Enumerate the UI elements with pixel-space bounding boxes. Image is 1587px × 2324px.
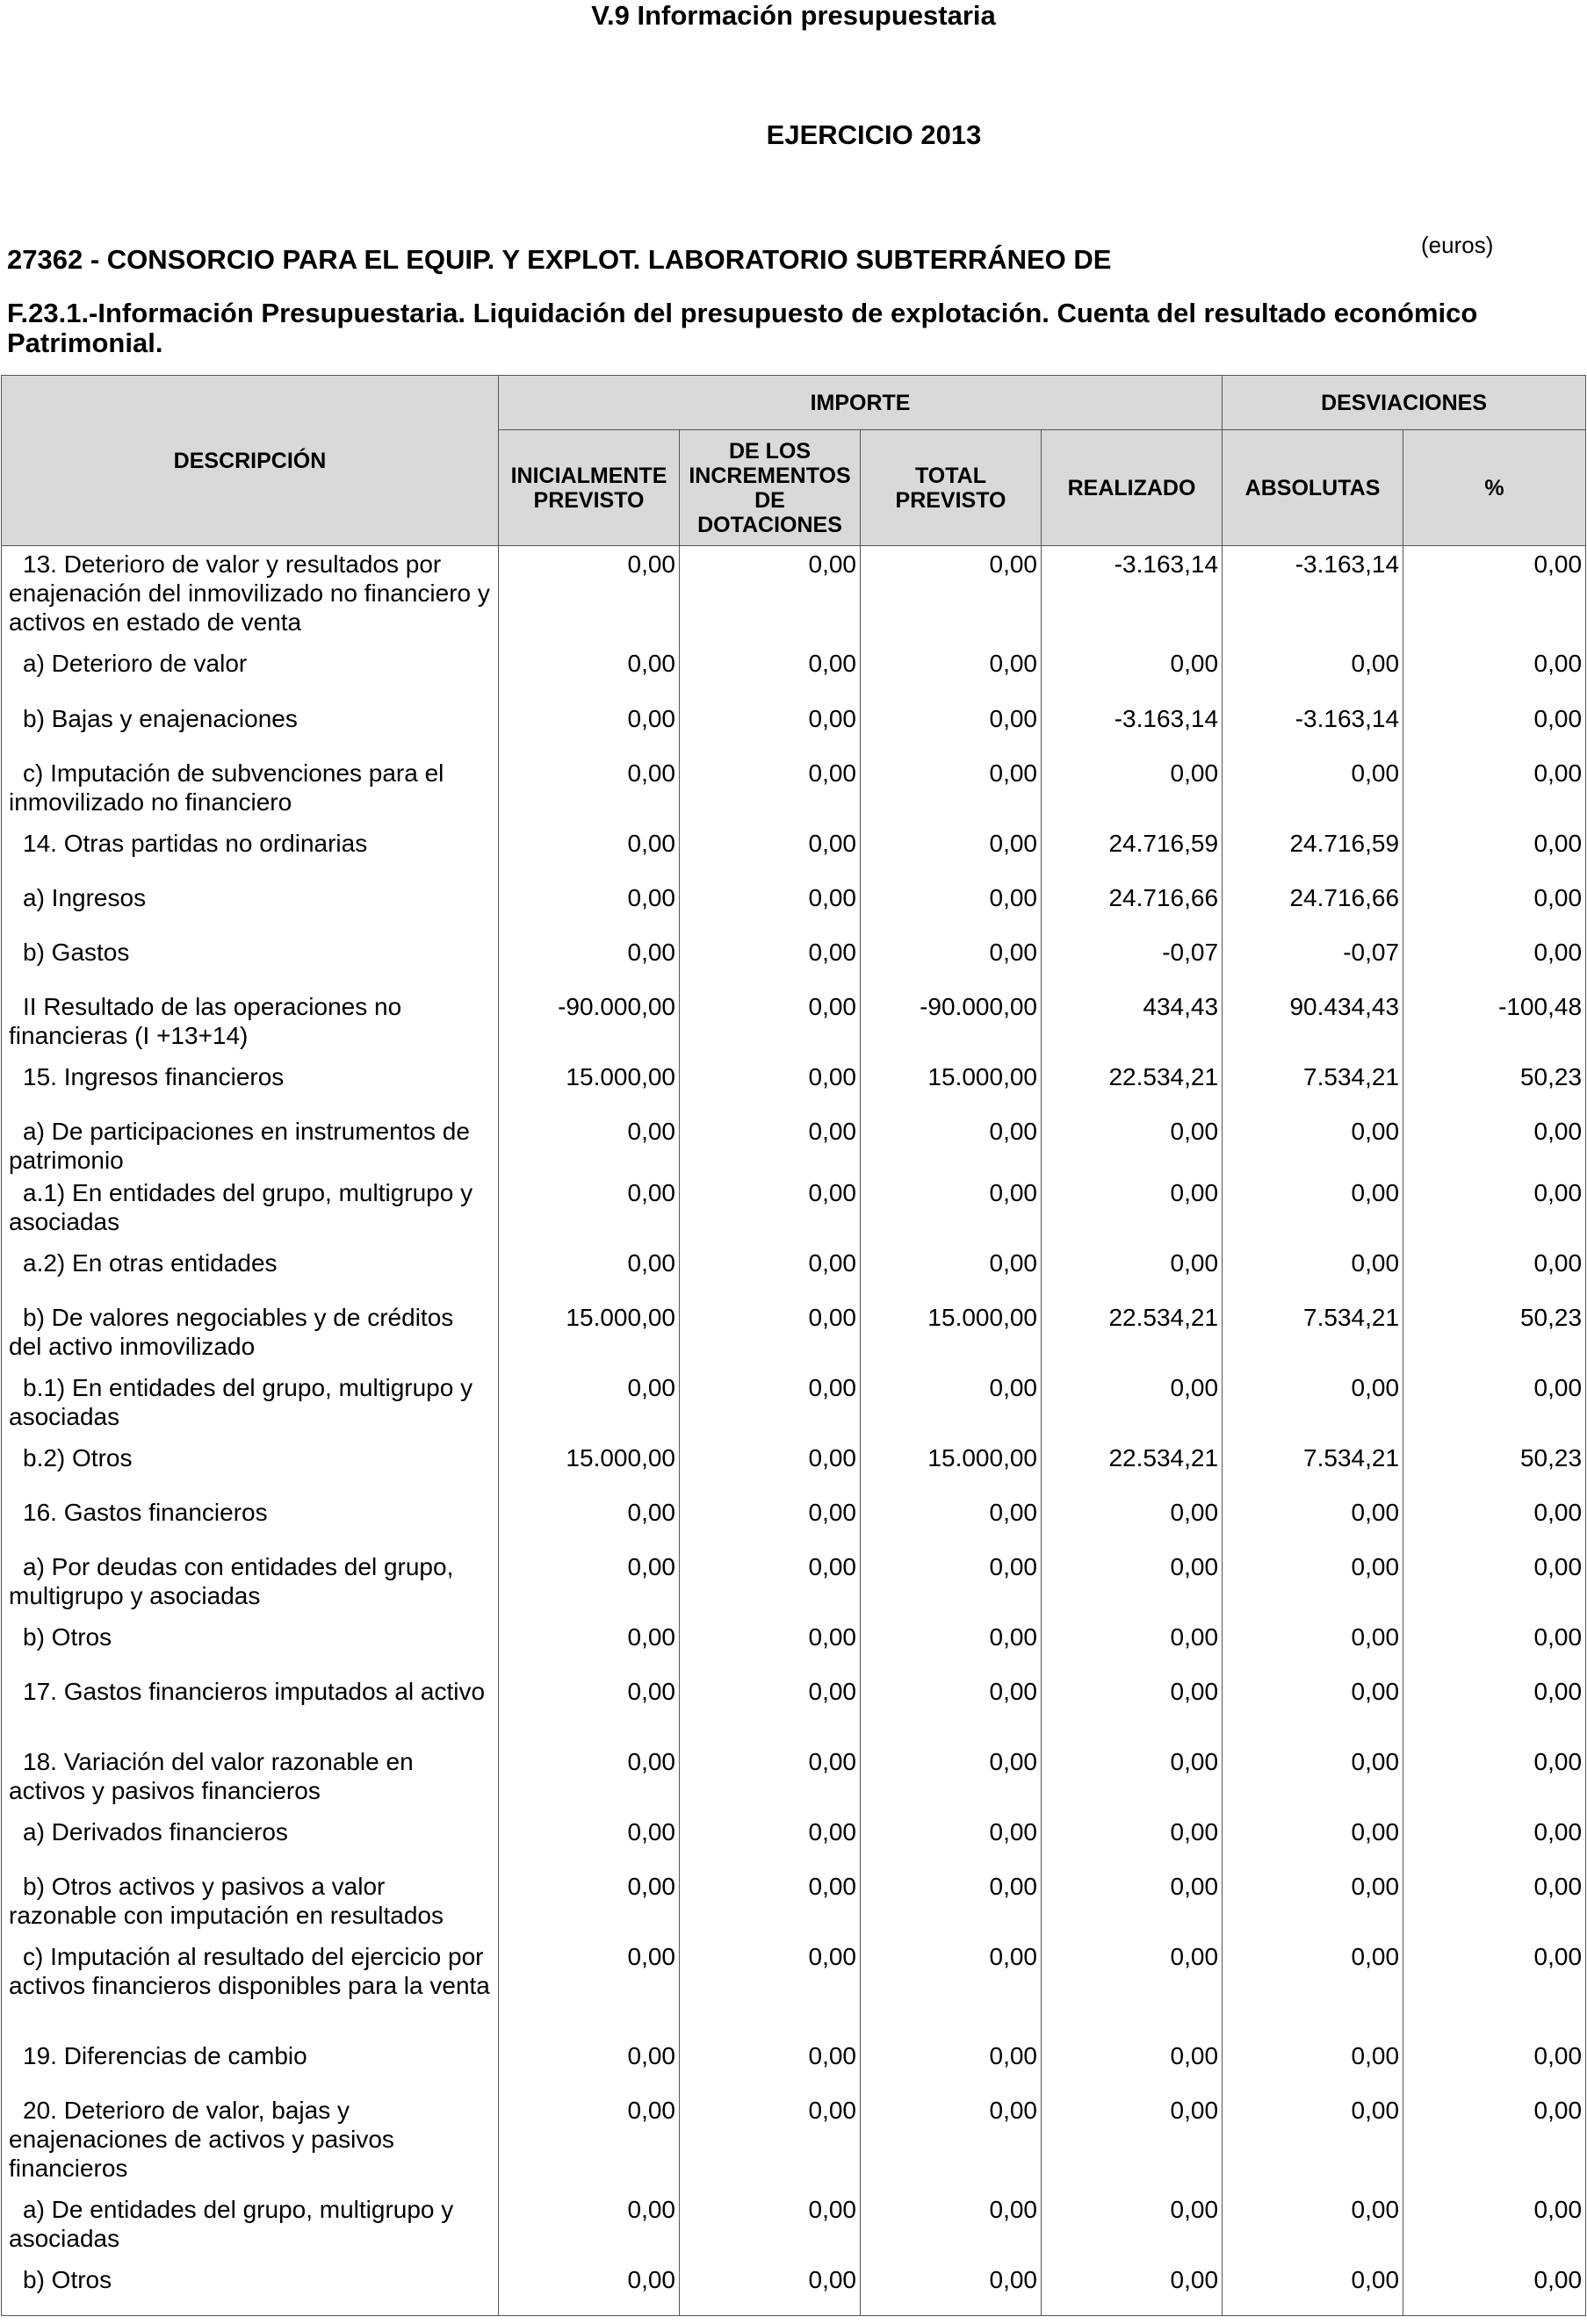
row-description-text: c) Imputación al resultado del ejercicio por activos financieros disponibles para la venta: [9, 1942, 490, 1999]
cell-incrementos: 0,00: [680, 546, 861, 645]
cell-pct: 0,00: [1403, 701, 1586, 755]
cell-realizado: 0,00: [1042, 1370, 1223, 1440]
cell-realizado: 24.716,59: [1042, 825, 1223, 880]
row-description: [2, 755, 499, 825]
table-row: [2, 1549, 1586, 1619]
cell-absolutas: 0,00: [1223, 1370, 1403, 1440]
cell-total: 0,00: [861, 1744, 1042, 1814]
cell-absolutas: 0,00: [1223, 755, 1403, 825]
cell-incrementos: 0,00: [680, 1440, 861, 1494]
cell-inicial: 0,00: [499, 701, 680, 755]
cell-realizado: 0,00: [1042, 2092, 1223, 2191]
row-description-text: 14. Otras partidas no ordinarias: [23, 829, 368, 857]
cell-incrementos: 0,00: [680, 934, 861, 989]
cell-incrementos: 0,00: [680, 1113, 861, 1175]
row-description: [2, 2191, 499, 2262]
table-row: [2, 880, 1586, 934]
cell-absolutas: 7.534,21: [1223, 1440, 1403, 1494]
row-description-text: 16. Gastos financieros: [23, 1498, 268, 1526]
cell-total: 0,00: [861, 1673, 1042, 1744]
cell-absolutas: -0,07: [1223, 934, 1403, 989]
cell-absolutas: 0,00: [1223, 1175, 1403, 1245]
cell-incrementos: 0,00: [680, 2262, 861, 2316]
row-description: [2, 989, 499, 1059]
page-title: V.9 Información presupuestaria: [591, 0, 996, 31]
cell-absolutas: 0,00: [1223, 1744, 1403, 1814]
cell-incrementos: 0,00: [680, 825, 861, 880]
table-row: [2, 1814, 1586, 1868]
row-description: [2, 2038, 499, 2092]
units-label: (euros): [1421, 232, 1494, 258]
cell-pct: 0,00: [1403, 1744, 1586, 1814]
cell-realizado: 0,00: [1042, 2262, 1223, 2316]
row-description: [2, 1370, 499, 1440]
cell-pct: 0,00: [1403, 1619, 1586, 1673]
cell-absolutas: 7.534,21: [1223, 1299, 1403, 1370]
cell-inicial: 0,00: [499, 1245, 680, 1299]
cell-pct: 0,00: [1403, 2092, 1586, 2191]
table-row: [2, 1245, 1586, 1299]
cell-incrementos: 0,00: [680, 1245, 861, 1299]
entity-name: 27362 - CONSORCIO PARA EL EQUIP. Y EXPLOT. LABORATORIO SUBTERRÁNEO DE: [7, 244, 1112, 275]
cell-absolutas: 0,00: [1223, 1939, 1403, 2038]
row-description-text: b) Otros: [23, 2265, 112, 2293]
cell-total: 0,00: [861, 1175, 1042, 1245]
cell-pct: 0,00: [1403, 1175, 1586, 1245]
row-description-text: II Resultado de las operaciones no financieras (I +13+14): [9, 992, 402, 1049]
cell-realizado: -3.163,14: [1042, 546, 1223, 645]
table-body: [2, 546, 1586, 2316]
cell-absolutas: 90.434,43: [1223, 989, 1403, 1059]
cell-realizado: 0,00: [1042, 755, 1223, 825]
cell-inicial: 0,00: [499, 2262, 680, 2316]
table-row: [2, 2191, 1586, 2262]
cell-inicial: 0,00: [499, 1549, 680, 1619]
budget-table: [1, 375, 1586, 2316]
cell-pct: 0,00: [1403, 2191, 1586, 2262]
row-description: [2, 1245, 499, 1299]
cell-inicial: 0,00: [499, 2038, 680, 2092]
cell-absolutas: 0,00: [1223, 2038, 1403, 2092]
cell-absolutas: 0,00: [1223, 2092, 1403, 2191]
row-description-text: 17. Gastos financieros imputados al activo: [23, 1677, 486, 1705]
cell-realizado: 0,00: [1042, 1549, 1223, 1619]
cell-inicial: -90.000,00: [499, 989, 680, 1059]
cell-inicial: 0,00: [499, 825, 680, 880]
table-row: [2, 755, 1586, 825]
cell-pct: 0,00: [1403, 1370, 1586, 1440]
cell-absolutas: 0,00: [1223, 645, 1403, 701]
cell-realizado: 0,00: [1042, 1868, 1223, 1939]
row-description: [2, 1440, 499, 1494]
cell-inicial: 0,00: [499, 755, 680, 825]
cell-incrementos: 0,00: [680, 989, 861, 1059]
cell-pct: 0,00: [1403, 546, 1586, 645]
cell-inicial: 0,00: [499, 1814, 680, 1868]
cell-inicial: 15.000,00: [499, 1059, 680, 1113]
cell-pct: 0,00: [1403, 934, 1586, 989]
table-row: [2, 645, 1586, 701]
cell-realizado: 24.716,66: [1042, 880, 1223, 934]
cell-incrementos: 0,00: [680, 1744, 861, 1814]
cell-realizado: 0,00: [1042, 1814, 1223, 1868]
cell-inicial: 0,00: [499, 1175, 680, 1245]
cell-incrementos: 0,00: [680, 1299, 861, 1370]
cell-inicial: 0,00: [499, 645, 680, 701]
row-description-text: b.2) Otros: [23, 1443, 133, 1471]
row-description-text: a) De entidades del grupo, multigrupo y asociadas: [9, 2195, 454, 2252]
row-description: [2, 1619, 499, 1673]
row-description-text: a) Derivados financieros: [23, 1817, 288, 1846]
row-description-text: 20. Deterioro de valor, bajas y enajenaciones de activos y pasivos financieros: [9, 2096, 394, 2182]
row-description-text: b) Gastos: [23, 938, 130, 966]
table-row: [2, 1939, 1586, 2038]
cell-inicial: 0,00: [499, 1868, 680, 1939]
cell-total: 0,00: [861, 1245, 1042, 1299]
table-row: [2, 2262, 1586, 2316]
col-header-pct: %: [1403, 430, 1586, 546]
cell-pct: 0,00: [1403, 645, 1586, 701]
table-row: [2, 1059, 1586, 1113]
cell-pct: 0,00: [1403, 1245, 1586, 1299]
cell-total: 0,00: [861, 2092, 1042, 2191]
row-description-text: b) Otros: [23, 1622, 112, 1651]
cell-realizado: 434,43: [1042, 989, 1223, 1059]
cell-pct: 50,23: [1403, 1059, 1586, 1113]
cell-inicial: 0,00: [499, 1673, 680, 1744]
cell-realizado: 0,00: [1042, 1673, 1223, 1744]
cell-absolutas: 0,00: [1223, 1868, 1403, 1939]
table-row: [2, 701, 1586, 755]
cell-realizado: 0,00: [1042, 1113, 1223, 1175]
table-row: [2, 1113, 1586, 1175]
col-header-incrementos: DE LOS INCREMENTOS DE DOTACIONES: [680, 430, 861, 546]
row-description: [2, 701, 499, 755]
row-description-text: a.2) En otras entidades: [23, 1248, 278, 1277]
cell-total: 0,00: [861, 825, 1042, 880]
cell-pct: 0,00: [1403, 2038, 1586, 2092]
row-description-text: b) Bajas y enajenaciones: [23, 704, 298, 732]
cell-pct: 0,00: [1403, 880, 1586, 934]
cell-total: 0,00: [861, 2262, 1042, 2316]
row-description-text: a) De participaciones en instrumentos de patrimonio: [9, 1117, 470, 1174]
table-row: [2, 2038, 1586, 2092]
table-row: [2, 1744, 1586, 1814]
col-header-realizado: REALIZADO: [1042, 430, 1223, 546]
table-row: [2, 546, 1586, 645]
row-description-text: 19. Diferencias de cambio: [23, 2041, 307, 2069]
table-row: [2, 2092, 1586, 2191]
cell-realizado: 0,00: [1042, 1245, 1223, 1299]
cell-realizado: -3.163,14: [1042, 701, 1223, 755]
row-description-text: c) Imputación de subvenciones para el inmovilizado no financiero: [9, 759, 444, 816]
table-row: [2, 1673, 1586, 1744]
cell-realizado: 22.534,21: [1042, 1440, 1223, 1494]
cell-incrementos: 0,00: [680, 1673, 861, 1744]
cell-inicial: 0,00: [499, 1619, 680, 1673]
row-description: [2, 1744, 499, 1814]
cell-total: 15.000,00: [861, 1299, 1042, 1370]
row-description-text: 13. Deterioro de valor y resultados por enajenación del inmovilizado no financiero y activos en estado de venta: [9, 550, 490, 636]
cell-incrementos: 0,00: [680, 755, 861, 825]
cell-pct: 0,00: [1403, 1549, 1586, 1619]
row-description: [2, 1814, 499, 1868]
cell-absolutas: 0,00: [1223, 1245, 1403, 1299]
col-header-total: TOTAL PREVISTO: [861, 430, 1042, 546]
cell-incrementos: 0,00: [680, 2092, 861, 2191]
cell-absolutas: -3.163,14: [1223, 701, 1403, 755]
row-description-text: b) Otros activos y pasivos a valor razonable con imputación en resultados: [9, 1872, 444, 1929]
cell-pct: 0,00: [1403, 1494, 1586, 1549]
table-row: [2, 1619, 1586, 1673]
row-description: [2, 1059, 499, 1113]
cell-inicial: 0,00: [499, 546, 680, 645]
row-description: [2, 1939, 499, 2038]
cell-absolutas: 0,00: [1223, 2191, 1403, 2262]
cell-inicial: 0,00: [499, 880, 680, 934]
table-row: [2, 1868, 1586, 1939]
cell-absolutas: 0,00: [1223, 1113, 1403, 1175]
cell-total: 0,00: [861, 1814, 1042, 1868]
cell-realizado: -0,07: [1042, 934, 1223, 989]
row-description-text: 15. Ingresos financieros: [23, 1062, 285, 1090]
table-row: [2, 1299, 1586, 1370]
cell-incrementos: 0,00: [680, 645, 861, 701]
row-description-text: 18. Variación del valor razonable en activos y pasivos financieros: [9, 1747, 414, 1804]
cell-absolutas: 7.534,21: [1223, 1059, 1403, 1113]
cell-total: 0,00: [861, 546, 1042, 645]
cell-absolutas: 0,00: [1223, 1494, 1403, 1549]
cell-realizado: 0,00: [1042, 2191, 1223, 2262]
cell-incrementos: 0,00: [680, 1059, 861, 1113]
cell-incrementos: 0,00: [680, 1868, 861, 1939]
report-title: F.23.1.-Información Presupuestaria. Liquidación del presupuesto de explotación. Cuenta del resultado económico Patrimonial.: [7, 298, 1478, 358]
cell-incrementos: 0,00: [680, 1549, 861, 1619]
cell-total: 0,00: [861, 1370, 1042, 1440]
cell-total: 15.000,00: [861, 1059, 1042, 1113]
cell-pct: 50,23: [1403, 1299, 1586, 1370]
cell-pct: 0,00: [1403, 825, 1586, 880]
cell-incrementos: 0,00: [680, 701, 861, 755]
cell-total: 0,00: [861, 1868, 1042, 1939]
row-description-text: a) Ingresos: [23, 883, 147, 911]
cell-total: 0,00: [861, 2191, 1042, 2262]
row-description: [2, 825, 499, 880]
cell-pct: 0,00: [1403, 1673, 1586, 1744]
cell-inicial: 0,00: [499, 934, 680, 989]
cell-incrementos: 0,00: [680, 1175, 861, 1245]
cell-total: -90.000,00: [861, 989, 1042, 1059]
cell-incrementos: 0,00: [680, 1370, 861, 1440]
cell-absolutas: -3.163,14: [1223, 546, 1403, 645]
row-description: [2, 1868, 499, 1939]
row-description: [2, 645, 499, 701]
row-description: [2, 546, 499, 645]
cell-realizado: 22.534,21: [1042, 1059, 1223, 1113]
cell-incrementos: 0,00: [680, 1619, 861, 1673]
cell-inicial: 0,00: [499, 2092, 680, 2191]
cell-total: 0,00: [861, 701, 1042, 755]
cell-incrementos: 0,00: [680, 2038, 861, 2092]
cell-absolutas: 0,00: [1223, 1619, 1403, 1673]
cell-pct: 0,00: [1403, 1814, 1586, 1868]
cell-absolutas: 0,00: [1223, 2262, 1403, 2316]
row-description-text: b) De valores negociables y de créditos del activo inmovilizado: [9, 1303, 454, 1360]
cell-pct: -100,48: [1403, 989, 1586, 1059]
cell-incrementos: 0,00: [680, 1939, 861, 2038]
table-row: [2, 1175, 1586, 1245]
cell-realizado: 0,00: [1042, 1619, 1223, 1673]
table-row: [2, 1494, 1586, 1549]
cell-pct: 0,00: [1403, 1113, 1586, 1175]
row-description: [2, 1494, 499, 1549]
group-header-importe: IMPORTE: [499, 376, 1223, 430]
row-description-text: b.1) En entidades del grupo, multigrupo y asociadas: [9, 1373, 473, 1430]
cell-realizado: 0,00: [1042, 1175, 1223, 1245]
cell-realizado: 0,00: [1042, 1744, 1223, 1814]
cell-absolutas: 0,00: [1223, 1814, 1403, 1868]
row-description-text: a) Deterioro de valor: [23, 649, 248, 677]
cell-absolutas: 24.716,66: [1223, 880, 1403, 934]
cell-inicial: 0,00: [499, 1939, 680, 2038]
row-description: [2, 1299, 499, 1370]
cell-total: 0,00: [861, 880, 1042, 934]
row-description: [2, 934, 499, 989]
row-description: [2, 1113, 499, 1175]
cell-total: 0,00: [861, 1494, 1042, 1549]
cell-inicial: 0,00: [499, 1494, 680, 1549]
row-description: [2, 1673, 499, 1744]
cell-pct: 0,00: [1403, 2262, 1586, 2316]
cell-inicial: 0,00: [499, 2191, 680, 2262]
row-description-text: a.1) En entidades del grupo, multigrupo y asociadas: [9, 1178, 473, 1235]
cell-total: 0,00: [861, 1939, 1042, 2038]
row-description: [2, 2092, 499, 2191]
cell-total: 0,00: [861, 645, 1042, 701]
cell-absolutas: 0,00: [1223, 1549, 1403, 1619]
cell-absolutas: 24.716,59: [1223, 825, 1403, 880]
cell-inicial: 15.000,00: [499, 1440, 680, 1494]
cell-inicial: 0,00: [499, 1113, 680, 1175]
cell-incrementos: 0,00: [680, 880, 861, 934]
cell-incrementos: 0,00: [680, 1494, 861, 1549]
col-header-descripcion: DESCRIPCIÓN: [2, 376, 499, 546]
cell-realizado: 22.534,21: [1042, 1299, 1223, 1370]
cell-pct: 0,00: [1403, 1868, 1586, 1939]
cell-total: 0,00: [861, 1113, 1042, 1175]
cell-inicial: 0,00: [499, 1744, 680, 1814]
group-header-desviaciones: DESVIACIONES: [1223, 376, 1586, 430]
cell-inicial: 0,00: [499, 1370, 680, 1440]
table-row: [2, 1370, 1586, 1440]
row-description-text: a) Por deudas con entidades del grupo, multigrupo y asociadas: [9, 1552, 454, 1609]
table-row: [2, 825, 1586, 880]
row-description: [2, 1175, 499, 1245]
cell-inicial: 15.000,00: [499, 1299, 680, 1370]
table-row: [2, 989, 1586, 1059]
row-description: [2, 2262, 499, 2316]
cell-total: 0,00: [861, 755, 1042, 825]
cell-pct: 0,00: [1403, 1939, 1586, 2038]
row-description: [2, 880, 499, 934]
cell-pct: 50,23: [1403, 1440, 1586, 1494]
row-description: [2, 1549, 499, 1619]
cell-total: 0,00: [861, 934, 1042, 989]
col-header-absolutas: ABSOLUTAS: [1223, 430, 1403, 546]
cell-absolutas: 0,00: [1223, 1673, 1403, 1744]
cell-incrementos: 0,00: [680, 1814, 861, 1868]
cell-pct: 0,00: [1403, 755, 1586, 825]
cell-realizado: 0,00: [1042, 645, 1223, 701]
fiscal-year-heading: EJERCICIO 2013: [766, 119, 982, 150]
table-row: [2, 934, 1586, 989]
cell-incrementos: 0,00: [680, 2191, 861, 2262]
cell-total: 0,00: [861, 1549, 1042, 1619]
cell-realizado: 0,00: [1042, 1939, 1223, 2038]
table-row: [2, 1440, 1586, 1494]
cell-total: 0,00: [861, 2038, 1042, 2092]
cell-realizado: 0,00: [1042, 1494, 1223, 1549]
cell-total: 0,00: [861, 1619, 1042, 1673]
cell-realizado: 0,00: [1042, 2038, 1223, 2092]
col-header-inicial: INICIALMENTE PREVISTO: [499, 430, 680, 546]
cell-total: 15.000,00: [861, 1440, 1042, 1494]
